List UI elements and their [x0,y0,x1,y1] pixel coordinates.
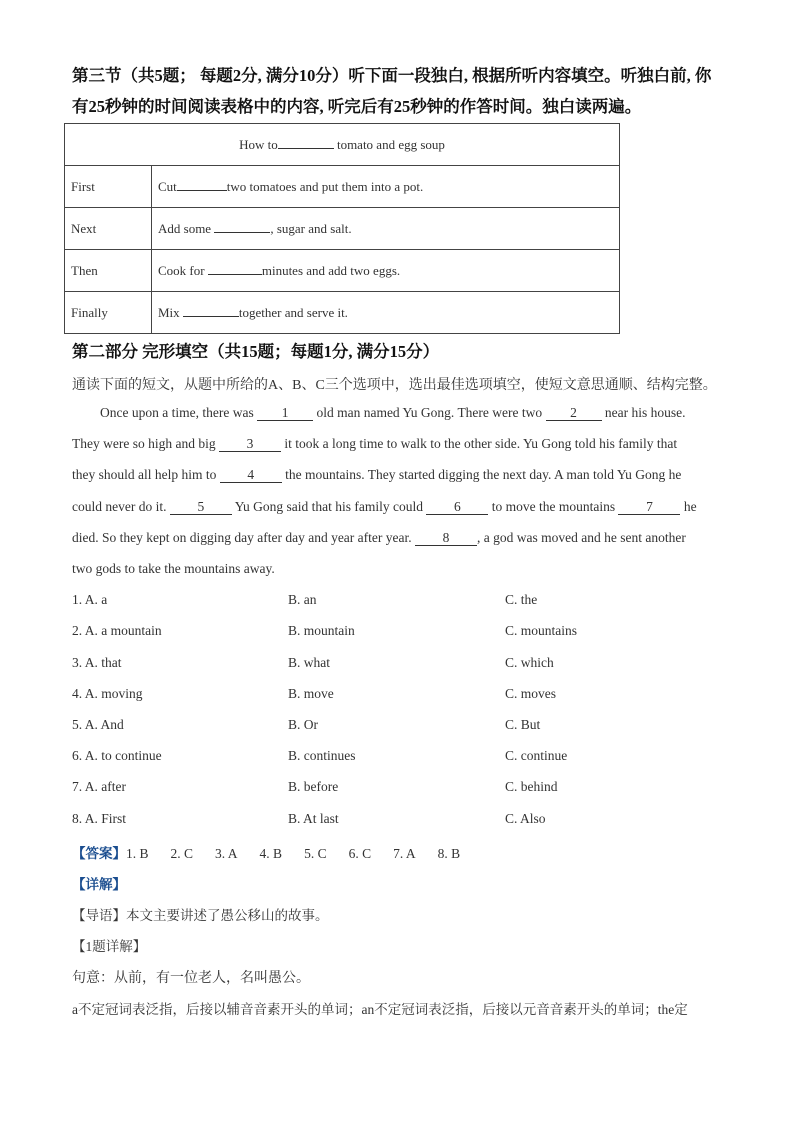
passage-text: they should all help him to [72,467,220,482]
option-b[interactable]: B. At last [288,811,339,826]
blank-line[interactable] [278,148,334,149]
answer-item: 6. C [348,846,372,861]
table-title-row [65,124,620,166]
step-pre: Add some [158,220,215,236]
passage-text: he [680,499,697,514]
option-c[interactable]: C. the [505,592,538,607]
passage-text: Once upon a time, there was [100,405,258,420]
blank-8[interactable]: 8 [415,531,477,546]
blank-4[interactable]: 4 [220,468,282,483]
answer-item: 5. C [304,846,327,861]
passage-text: could never do it. [72,499,170,514]
part2-heading: 第二部分 完形填空（共15题；每题1分, 满分15分） [72,342,440,361]
option-a[interactable]: 8. A. First [72,811,127,826]
passage-text: to move the mountains [488,499,619,514]
listening-table [64,123,620,334]
option-c[interactable]: C. mountains [505,623,578,638]
option-b[interactable]: B. mountain [288,623,355,638]
passage-text: died. So they kept on digging day after day and year after year. [72,530,416,545]
q1-explanation: a不定冠词表泛指，后接以辅音音素开头的单词；an不定冠词表泛指，后接以元音音素开头的单词；the定 [72,1002,688,1017]
answer-label: 【答案】 [72,846,126,861]
q1-detail-label: 【1题详解】 [72,939,147,954]
step-text [152,292,620,334]
table-row [65,292,620,334]
blank-line[interactable] [208,274,262,275]
passage-line-4 [72,499,697,515]
blank-2[interactable]: 2 [546,406,602,421]
table-row [65,250,620,292]
step-pre: Cut [158,178,177,194]
blank-3[interactable]: 3 [219,437,281,452]
blank-line[interactable] [183,316,239,317]
step-label: First [65,166,152,208]
table-title [65,124,620,166]
section3-instruction-line2: 有25秒钟的时间阅读表格中的内容, 听完后有25秒钟的作答时间。独白读两遍。 [72,97,642,116]
part2-instruction: 通读下面的短文，从题中所给的A、B、C三个选项中，选出最佳选项填空，使短文意思通顺、结构完整。 [72,378,717,393]
blank-5[interactable]: 5 [170,500,232,515]
option-a[interactable]: 6. A. to continue [72,748,162,763]
blank-1[interactable]: 1 [257,406,313,421]
option-c[interactable]: C. But [505,717,541,732]
step-text [152,208,620,250]
answer-line [72,842,482,862]
step-label: Finally [65,292,152,334]
option-b[interactable]: B. Or [288,717,318,732]
answer-item: 4. B [259,846,283,861]
option-a[interactable]: 5. A. And [72,717,124,732]
blank-6[interactable]: 6 [426,500,488,515]
passage-text: , a god was moved and he sent another [477,530,686,545]
step-post: two tomatoes and put them into a pot. [226,178,424,194]
option-c[interactable]: C. behind [505,779,558,794]
option-a[interactable]: 2. A. a mountain [72,623,162,638]
answer-item: 7. A [393,846,416,861]
step-pre: Cook for [158,262,208,278]
details-label: 【详解】 [72,877,126,892]
step-pre: Mix [158,304,183,320]
option-b[interactable]: B. move [288,686,334,701]
option-b[interactable]: B. continues [288,748,356,763]
option-a[interactable]: 7. A. after [72,779,126,794]
answer-item: 8. B [437,846,461,861]
blank-line[interactable] [214,232,270,233]
passage-text: the mountains. They started digging the next day. A man told Yu Gong he [281,467,682,482]
passage-text: old man named Yu Gong. There were two [313,405,546,420]
option-a[interactable]: 4. A. moving [72,686,143,701]
passage-text: They were so high and big [72,436,219,451]
step-text [152,166,620,208]
step-post: together and serve it. [238,304,348,320]
step-label: Next [65,208,152,250]
details-intro: 【导语】本文主要讲述了愚公移山的故事。 [72,908,329,923]
option-a[interactable]: 3. A. that [72,655,122,670]
option-c[interactable]: C. moves [505,686,557,701]
step-post: , sugar and salt. [270,220,352,236]
step-label: Then [65,250,152,292]
passage-line-1 [100,405,686,421]
option-c[interactable]: C. Also [505,811,546,826]
blank-7[interactable]: 7 [618,500,680,515]
answer-item: 3. A [215,846,238,861]
answer-item: 1. B [126,846,149,861]
option-b[interactable]: B. an [288,592,317,607]
title-suffix: tomato and egg soup [333,136,445,152]
section3-instruction-line1: 第三节（共5题； 每题2分, 满分10分）听下面一段独白, 根据所听内容填空。听独白前, 你 [72,66,712,85]
passage-line-6: two gods to take the mountains away. [72,561,275,576]
step-text [152,250,620,292]
option-c[interactable]: C. continue [505,748,568,763]
option-a[interactable]: 1. A. a [72,592,108,607]
q1-meaning: 句意：从前，有一位老人，名叫愚公。 [72,971,310,986]
passage-line-3 [72,467,681,483]
answer-item: 2. C [170,846,194,861]
step-post: minutes and add two eggs. [261,262,401,278]
blank-line[interactable] [177,190,227,191]
passage-text: it took a long time to walk to the other side. Yu Gong told his family that [280,436,678,451]
title-prefix: How to [239,136,278,152]
table-row [65,208,620,250]
option-b[interactable]: B. before [288,779,339,794]
passage-text: Yu Gong said that his family could [231,499,427,514]
option-c[interactable]: C. which [505,655,554,670]
table-row [65,166,620,208]
passage-line-2 [72,436,677,452]
option-b[interactable]: B. what [288,655,330,670]
passage-line-5 [72,530,686,546]
passage-text: near his house. [601,405,686,420]
